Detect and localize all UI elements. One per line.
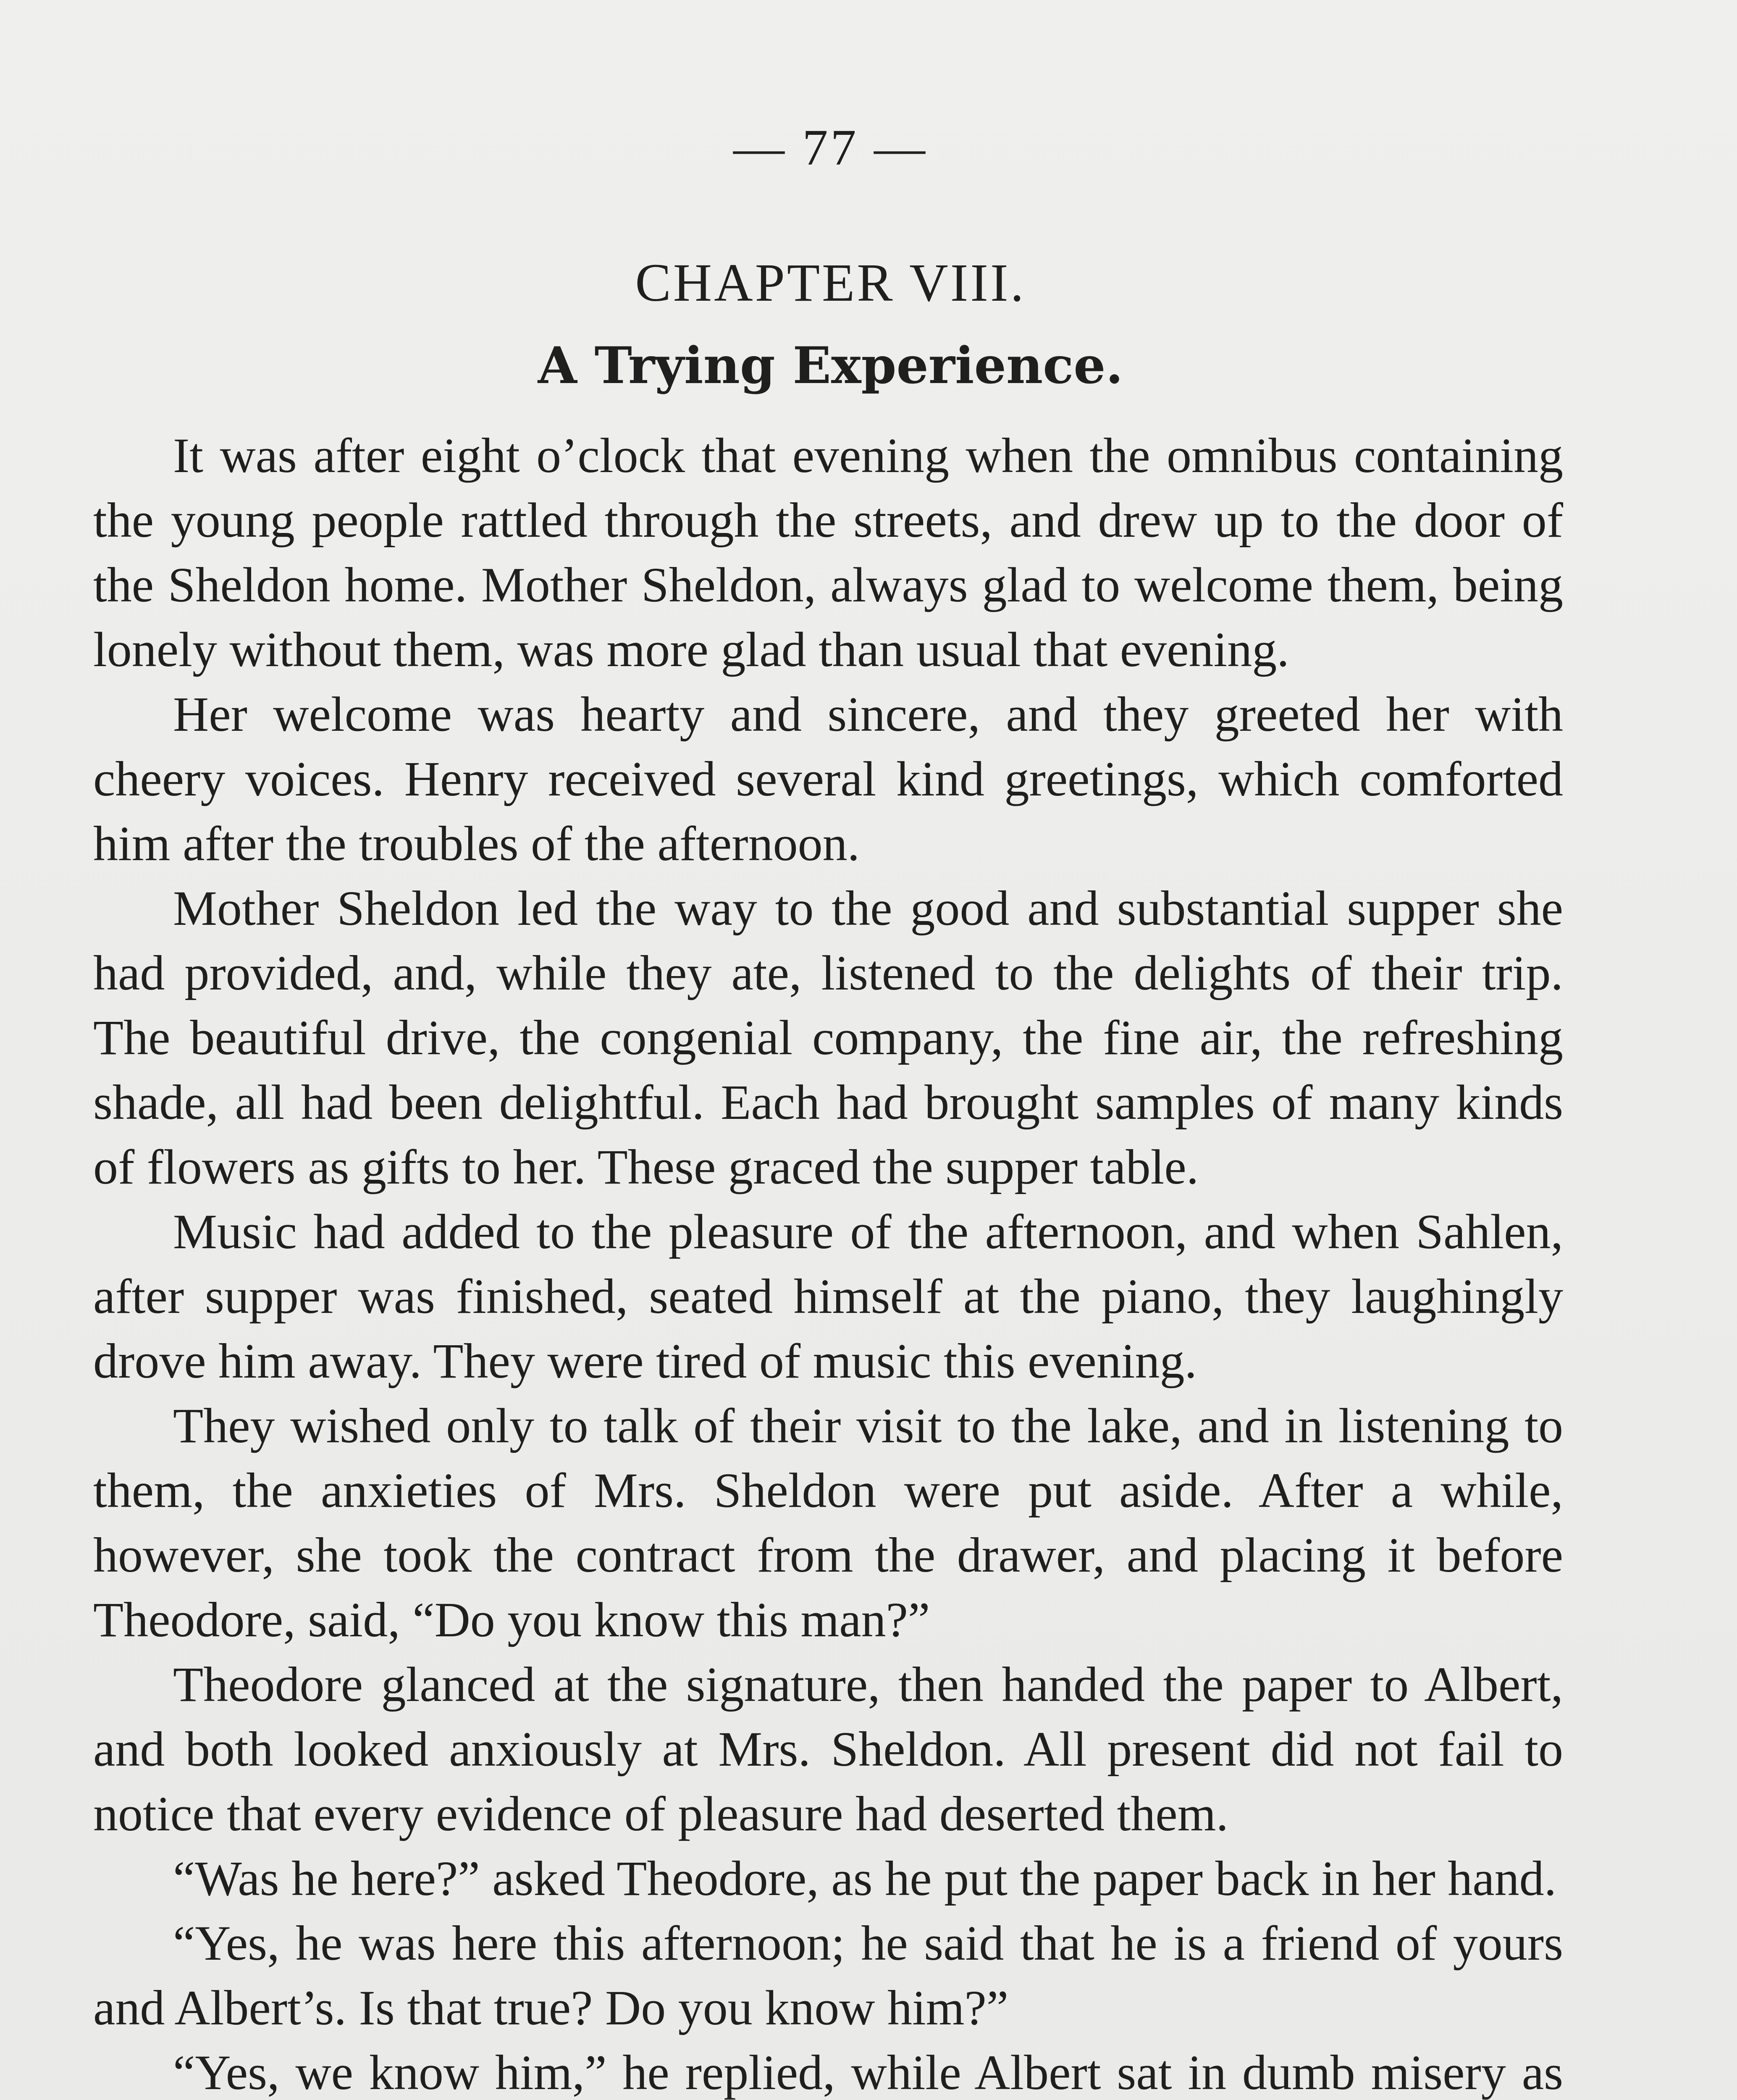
paragraph: Theodore glanced at the signature, then handed the paper to Albert, and both looked anxiously at Mrs. Sheldon. All present did not fail to notice that every evidence of pleasure had deserted them.: [93, 1657, 1563, 1841]
paragraph: It was after eight o’clock that evening when the omnibus containing the young people rattled through the streets, and drew up to the door of the Sheldon home. Mother Sheldon, always glad to welcome them, being lonely without them, was more glad than usual that evening.: [93, 428, 1563, 677]
page-number: — 77 —: [733, 119, 928, 176]
chapter-heading: CHAPTER VIII.: [635, 253, 1026, 312]
paragraph: Her welcome was hearty and sincere, and they greeted her with cheery voices. Henry received several kind greetings, which comforted him after the troubles of the afternoon.: [93, 687, 1563, 871]
paragraph: Mother Sheldon led the way to the good and substantial supper she had provided, and, while they ate, listened to the delights of their trip. The beautiful drive, the congenial company, the fine air, the refreshing shade, all had been delightful. Each had brought samples of many kinds of flowers as gifts to her. These graced the supper table.: [93, 881, 1563, 1194]
paragraph: “Yes, we know him,” he replied, while Albert sat in dumb misery as: [173, 2045, 1563, 2100]
paragraph: “Was he here?” asked Theodore, as he put the paper back in her hand.: [173, 1851, 1557, 1906]
paragraph: They wished only to talk of their visit to the lake, and in listening to them, the anxieties of Mrs. Sheldon were put aside. After a while, however, she took the contract from the drawer, and placing it before Theodore, said, “Do you know this man?”: [93, 1398, 1563, 1647]
chapter-title: A Trying Experience.: [538, 336, 1123, 395]
paragraph: “Yes, he was here this afternoon; he said that he is a friend of yours and Albert’s. Is that true? Do you know him?”: [93, 1916, 1563, 2035]
paragraph: Music had added to the pleasure of the afternoon, and when Sahlen, after supper was finished, seated himself at the piano, they laughingly drove him away. They were tired of music this evening.: [93, 1204, 1563, 1389]
body-text: [93, 423, 1563, 2100]
